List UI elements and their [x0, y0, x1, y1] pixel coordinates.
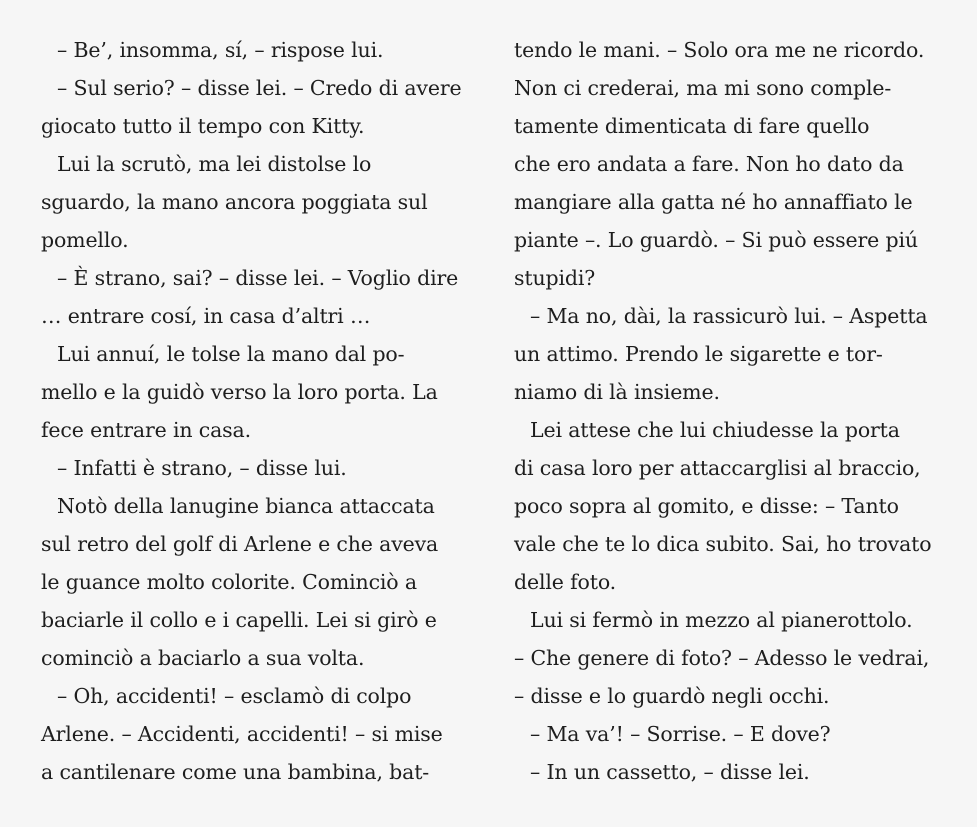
- text-line: pomello.: [41, 228, 129, 252]
- text-line: – Oh, accidenti! – esclamò di colpo: [57, 684, 412, 708]
- left-text-column: [41, 31, 471, 791]
- text-line: Non ci crederai, ma mi sono comple-: [514, 76, 892, 100]
- text-line: – Sul serio? – disse lei. – Credo di avere: [57, 76, 462, 100]
- text-line: sul retro del golf di Arlene e che aveva: [41, 532, 439, 556]
- text-line: tamente dimenticata di fare quello: [514, 114, 870, 138]
- text-line: sguardo, la mano ancora poggiata sul: [41, 190, 428, 214]
- text-line: – Infatti è strano, – disse lui.: [57, 456, 347, 480]
- text-line: vale che te lo dica subito. Sai, ho trovato: [514, 532, 932, 556]
- text-line: Lui annuí, le tolse la mano dal po-: [57, 342, 405, 366]
- right-text-column: [514, 31, 944, 791]
- text-line: mangiare alla gatta né ho annaffiato le: [514, 190, 913, 214]
- text-line: stupidi?: [514, 266, 596, 290]
- text-line: – Che genere di foto? – Adesso le vedrai,: [514, 646, 930, 670]
- text-line: … entrare cosí, in casa d’altri …: [41, 304, 371, 328]
- text-line: tendo le mani. – Solo ora me ne ricordo.: [514, 38, 925, 62]
- text-line: poco sopra al gomito, e disse: – Tanto: [514, 494, 899, 518]
- text-line: Lei attese che lui chiudesse la porta: [530, 418, 900, 442]
- text-line: Lui la scrutò, ma lei distolse lo: [57, 152, 372, 176]
- text-line: – È strano, sai? – disse lei. – Voglio dire: [57, 266, 459, 290]
- text-line: di casa loro per attaccarglisi al braccio,: [514, 456, 921, 480]
- text-line: Notò della lanugine bianca attaccata: [57, 494, 435, 518]
- text-line: un attimo. Prendo le sigarette e tor-: [514, 342, 883, 366]
- text-line: giocato tutto il tempo con Kitty.: [41, 114, 365, 138]
- text-line: Arlene. – Accidenti, accidenti! – si mise: [41, 722, 443, 746]
- text-line: a cantilenare come una bambina, bat-: [41, 760, 430, 784]
- text-line: mello e la guidò verso la loro porta. La: [41, 380, 438, 404]
- text-line: niamo di là insieme.: [514, 380, 720, 404]
- text-line: baciarle il collo e i capelli. Lei si girò e: [41, 608, 437, 632]
- text-line: – Be’, insomma, sí, – rispose lui.: [57, 38, 384, 62]
- text-line: – disse e lo guardò negli occhi.: [514, 684, 830, 708]
- text-line: Lui si fermò in mezzo al pianerottolo.: [530, 608, 913, 632]
- text-line: piante –. Lo guardò. – Si può essere piú: [514, 228, 918, 252]
- book-page: [0, 31, 977, 811]
- text-line: le guance molto colorite. Cominciò a: [41, 570, 417, 594]
- text-line: delle foto.: [514, 570, 617, 594]
- text-line: – Ma no, dài, la rassicurò lui. – Aspetta: [530, 304, 928, 328]
- text-line: – In un cassetto, – disse lei.: [530, 760, 810, 784]
- text-line: – Ma va’! – Sorrise. – E dove?: [530, 722, 831, 746]
- text-line: che ero andata a fare. Non ho dato da: [514, 152, 904, 176]
- text-line: fece entrare in casa.: [41, 418, 251, 442]
- text-line: cominciò a baciarlo a sua volta.: [41, 646, 365, 670]
